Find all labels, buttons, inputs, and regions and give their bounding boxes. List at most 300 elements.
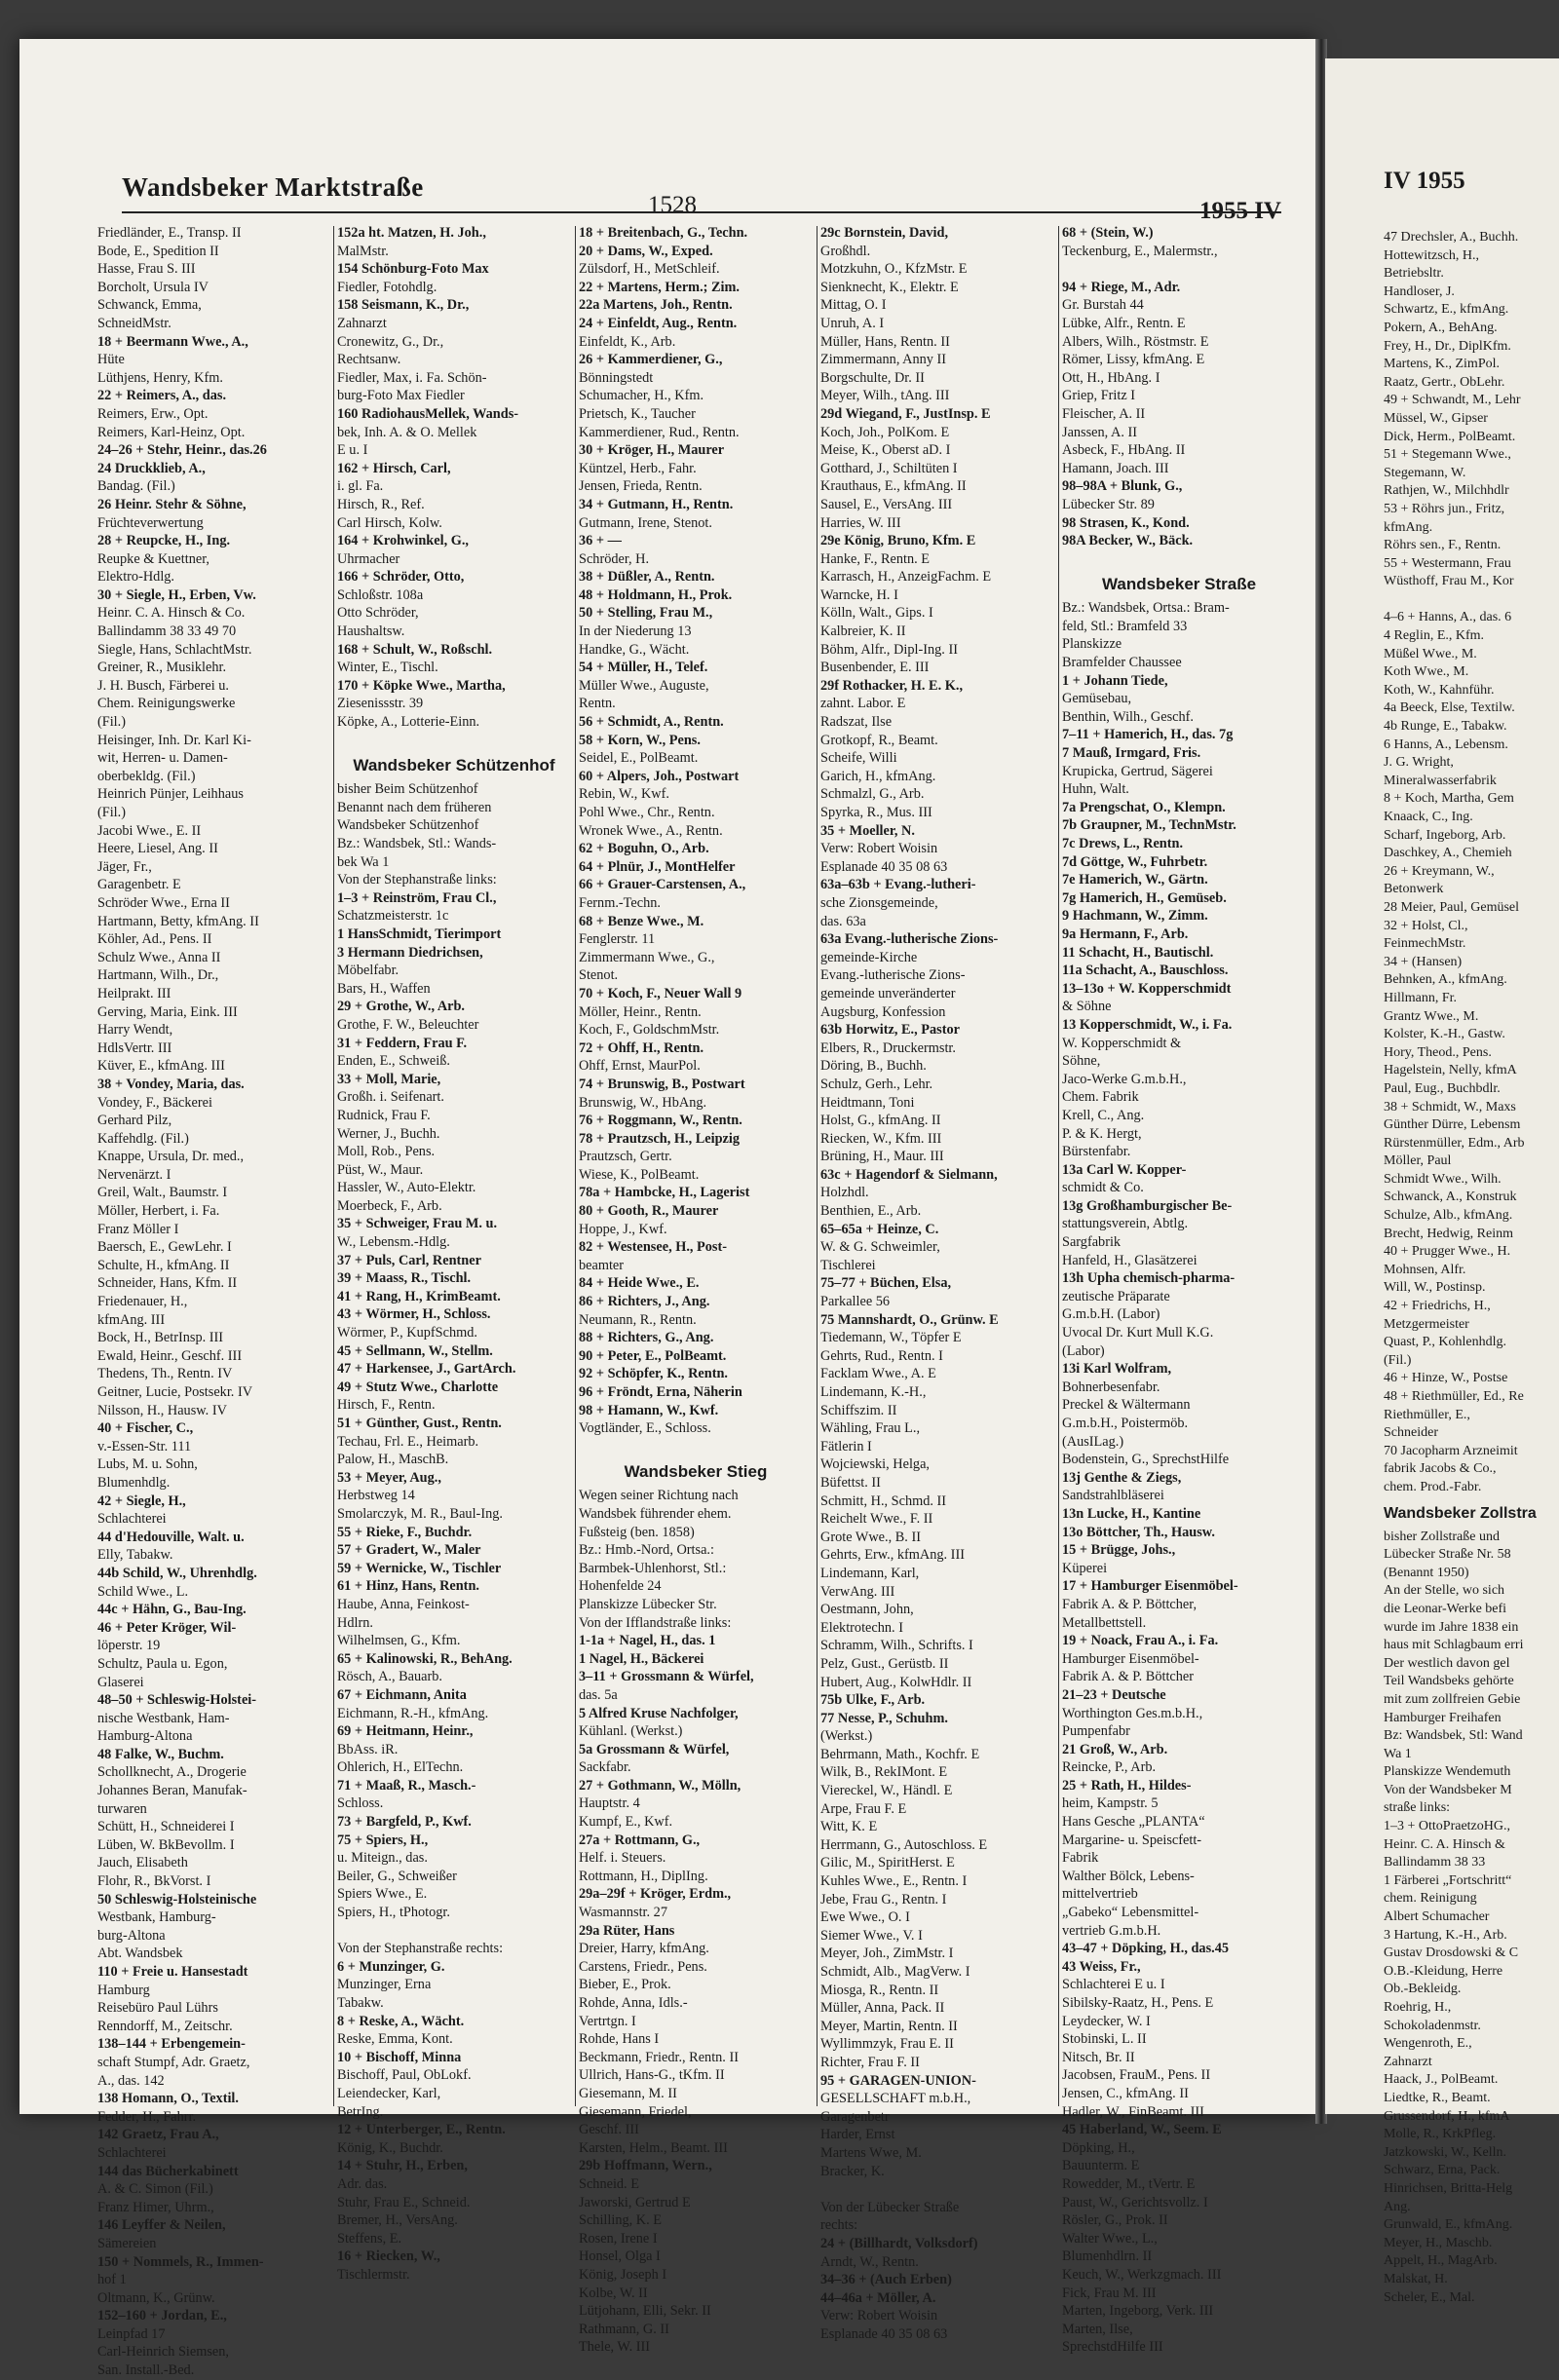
directory-entry-line: Carl-Heinrich Siemsen, [97, 2344, 229, 2361]
directory-entry-line: Bauunterm. E [1062, 2158, 1140, 2174]
directory-entry-line: Schumacher, H., Kfm. [579, 388, 704, 404]
directory-entry-line: Harry Wendt, [97, 1022, 173, 1039]
directory-entry-line: Flohr, R., BkVorst. I [97, 1873, 211, 1890]
directory-entry-line: 12 + Unterberger, E., Rentn. [337, 2122, 506, 2138]
directory-entry-line: 154 Schönburg-Foto Max [337, 261, 489, 278]
directory-entry-line: 71 + Maaß, R., Masch.- [337, 1777, 476, 1794]
directory-entry-line: Hadler, W., FinBeamt. III [1062, 2103, 1204, 2120]
directory-entry-line: Leydecker, W. I [1062, 2013, 1151, 2029]
directory-entry-line: Großhdl. [820, 243, 871, 259]
directory-entry-line: Zülsdorf, H., MetSchleif. [579, 261, 720, 278]
directory-entry-line: Schmitt, H., Schmd. II [820, 1492, 947, 1509]
directory-entry-line: Benthin, Wilh., Geschf. [1062, 708, 1194, 725]
directory-entry-line: 49 + Schwandt, M., Lehr [1384, 393, 1521, 408]
directory-entry-line: Bremer, H., VersAng. [337, 2212, 458, 2229]
directory-entry-line: 32 + Holst, Cl., [1384, 918, 1468, 933]
directory-entry-line: 26 + Kammerdiener, G., [579, 352, 723, 368]
directory-entry-line: Westbank, Hamburg- [97, 1909, 216, 1926]
directory-entry-line: 44b Schild, W., Uhrenhdlg. [97, 1565, 257, 1581]
directory-entry-line: Fabrik A. & P. Böttcher, [1062, 1596, 1198, 1612]
directory-entry-line: In der Niederung 13 [579, 623, 692, 640]
directory-entry-line: wurde im Jahre 1838 ein [1384, 1619, 1519, 1635]
directory-entry-line: Roehrig, H., [1384, 2000, 1452, 2015]
directory-entry-line: Grussendorf, H., kfmA [1384, 2108, 1510, 2124]
directory-entry-line: Bock, H., BetrInsp. III [97, 1330, 224, 1346]
directory-entry-line: Hottewitzsch, H., [1384, 247, 1479, 263]
directory-entry-line: Herrmann, G., Autoschloss. E [820, 1836, 988, 1853]
directory-entry-line: Bodenstein, G., SprechstHilfe [1062, 1452, 1230, 1468]
directory-entry-line: 35 + Moeller, N. [820, 822, 915, 839]
directory-entry-line: Garagenbetr. E [97, 877, 181, 893]
directory-entry-line: 29e König, Bruno, Kfm. E [820, 533, 976, 549]
directory-entry-line: turwaren [97, 1800, 147, 1817]
directory-entry-line: Reupke & Kuettner, [97, 550, 209, 567]
directory-entry-line: Fernm.-Techn. [579, 894, 661, 911]
directory-entry-line: Heilprakt. III [97, 985, 171, 1001]
directory-entry-line: 28 Meier, Paul, Gemüsel [1384, 899, 1520, 915]
directory-entry-line: Winter, E., Tischl. [337, 660, 438, 676]
directory-entry-line: Mohnsen, Alfr. [1384, 1262, 1466, 1277]
directory-entry-line: König, Joseph I [579, 2266, 667, 2283]
directory-entry-line: Evang.-lutherische Zions- [820, 967, 966, 984]
directory-entry-line: Ob.-Bekleidg. [1384, 1982, 1462, 1997]
directory-entry-line: 14 + Stuhr, H., Erben, [337, 2158, 468, 2174]
directory-entry-line: A. & C. Simon (Fil.) [97, 2181, 213, 2198]
directory-entry-line: Mineralwasserfabrik [1384, 773, 1497, 788]
directory-entry-line: 57 + Gradert, W., Maler [337, 1542, 481, 1559]
directory-entry-line: Hartmann, Betty, kfmAng. II [97, 913, 259, 929]
directory-entry-line: Schatzmeisterstr. 1c [337, 908, 449, 925]
directory-entry-line: An der Stelle, wo sich [1384, 1583, 1505, 1599]
directory-entry-line: Otto Schröder, [337, 605, 419, 622]
directory-entry-line: Garagenbetr [820, 2108, 890, 2125]
directory-entry-line: Rebin, W., Kwf. [579, 786, 669, 803]
directory-entry-line: 1 + Johann Tiede, [1062, 672, 1168, 689]
directory-entry-line: 29b Hoffmann, Wern., [579, 2158, 712, 2174]
directory-entry-line: Leiendecker, Karl, [337, 2085, 441, 2101]
directory-entry-line: Hubert, Aug., KolwHdlr. II [820, 1674, 972, 1690]
directory-column-1 [97, 224, 329, 2380]
directory-entry-line: Tischlerei [820, 1257, 876, 1273]
directory-entry-line: Giesemann, M. II [579, 2085, 677, 2101]
directory-entry-line: BbAss. iR. [337, 1741, 399, 1757]
directory-entry-line: sche Zionsgemeinde, [820, 894, 938, 911]
directory-entry-line: Pokern, A., BehAng. [1384, 320, 1498, 335]
directory-entry-line: 15 + Brügge, Johs., [1062, 1542, 1176, 1559]
directory-entry-line: Gemüsebau, [1062, 691, 1132, 707]
directory-entry-line: Schloßstr. 108a [337, 586, 424, 603]
directory-entry-line: Schwanck, Emma, [97, 297, 202, 314]
directory-entry-line: A., das. 142 [97, 2072, 165, 2089]
directory-entry-line: Wüsthoff, Frau M., Kor [1384, 574, 1514, 589]
directory-entry-line: 48–50 + Schleswig-Holstei- [97, 1692, 257, 1709]
directory-entry-line: 8 + Reske, A., Wächt. [337, 2013, 465, 2029]
directory-entry-line: gemeinde-Kirche [820, 949, 918, 965]
directory-entry-line: 3–11 + Grossmann & Würfel, [579, 1669, 754, 1685]
directory-entry-line: Greil, Walt., Baumstr. I [97, 1185, 228, 1201]
directory-entry-line: Schneider [1384, 1425, 1438, 1441]
directory-entry-line: 46 + Hinze, W., Postse [1384, 1371, 1508, 1386]
directory-entry-line: 152–160 + Jordan, E., [97, 2308, 227, 2324]
directory-entry-line: Reimers, Erw., Opt. [97, 405, 209, 422]
directory-entry-line: Knappe, Ursula, Dr. med., [97, 1149, 245, 1165]
directory-entry-line: Reichelt Wwe., F. II [820, 1511, 933, 1528]
directory-entry-line: G.m.b.H., Poistermöb. [1062, 1416, 1189, 1431]
directory-entry-line: Müller Wwe., Auguste, [579, 677, 709, 694]
directory-entry-line: Albers, Wilh., Röstmstr. E [1062, 333, 1209, 350]
directory-entry-line: Heidtmann, Toni [820, 1094, 915, 1111]
directory-entry-line: Fußsteig (ben. 1858) [579, 1524, 695, 1540]
directory-entry-line: Lübke, Alfr., Rentn. E [1062, 315, 1186, 331]
directory-entry-line: Hamburger Freihafen [1384, 1710, 1502, 1725]
directory-entry-line: 46 + Peter Kröger, Wil- [97, 1619, 237, 1636]
directory-entry-line: Chem. Fabrik [1062, 1089, 1139, 1106]
directory-entry-line: 60 + Alpers, Joh., Postwart [579, 768, 740, 784]
directory-entry-line: Ballindamm 38 33 49 70 [97, 623, 237, 640]
directory-entry-line: Bönningstedt [579, 369, 654, 386]
directory-entry-line: Kolster, K.-H., Gastw. [1384, 1027, 1505, 1042]
directory-entry-line: 41 + Rang, H., KrimBeamt. [337, 1288, 501, 1304]
directory-entry-line: Marten, Ingeborg, Verk. III [1062, 2303, 1214, 2320]
directory-entry-line: 7d Göttge, W., Fuhrbetr. [1062, 853, 1208, 870]
directory-entry-line: Zahnarzt [337, 315, 387, 331]
directory-entry-line: 64 + Plnür, J., MontHelfer [579, 858, 736, 875]
directory-entry-line: 16 + Riecken, W., [337, 2248, 440, 2265]
directory-entry-line: 65–65a + Heinze, C. [820, 1221, 939, 1237]
directory-entry-line: Bz.: Wandsbek, Ortsa.: Bram- [1062, 600, 1230, 617]
directory-column-5 [1062, 224, 1296, 2357]
directory-entry-line: Esplanade 40 35 08 63 [820, 2325, 948, 2342]
directory-entry-line: Möller, Paul [1384, 1153, 1452, 1169]
directory-entry-line: Greiner, R., Musiklehr. [97, 660, 227, 676]
directory-entry-line: Grantz Wwe., M. [1384, 1008, 1479, 1024]
directory-entry-line: Uhrmacher [337, 550, 400, 567]
directory-entry-line: 63a–63b + Evang.-lutheri- [820, 877, 976, 893]
directory-entry-line: Müßel Wwe., M. [1384, 646, 1477, 661]
directory-entry-line: Hamburg-Altona [97, 1728, 193, 1745]
directory-entry-line: wit, Herren- u. Damen- [97, 750, 228, 767]
directory-entry-line: HdlsVertr. III [97, 1039, 172, 1056]
directory-entry-line: i. gl. Fa. [337, 478, 384, 495]
directory-entry-line: 63c + Hagendorf & Sielmann, [820, 1166, 998, 1183]
directory-entry-line: Dick, Herm., PolBeamt. [1384, 429, 1516, 444]
directory-entry-line: Borgschulte, Dr. II [820, 369, 925, 386]
directory-entry-line: feld, Stl.: Bramfeld 33 [1062, 618, 1188, 634]
directory-entry-line: Reincke, P., Arb. [1062, 1759, 1157, 1776]
directory-entry-line: BetrIng. [337, 2103, 384, 2120]
directory-entry-line: Früchteverwertung [97, 514, 204, 531]
directory-entry-line: Wilk, B., RekIMont. E [820, 1764, 948, 1781]
directory-entry-line: Thedens, Th., Rentn. IV [97, 1366, 233, 1382]
directory-entry-line: 18 + Beermann Wwe., A., [97, 333, 248, 350]
directory-entry-line: 13n Lucke, H., Kantine [1062, 1505, 1201, 1522]
directory-entry-line: Walther Bölck, Lebens- [1062, 1868, 1195, 1884]
directory-entry-line: Elektro-Hdlg. [97, 569, 175, 586]
directory-entry-line: 7g Hamerich, H., Gemüseb. [1062, 889, 1227, 906]
directory-entry-line: burg-Foto Max Fiedler [337, 388, 465, 404]
directory-entry-line: Hartmann, Wilh., Dr., [97, 967, 219, 984]
directory-entry-line: Ohff, Ernst, MaurPol. [579, 1058, 701, 1075]
directory-entry-line: 69 + Heitmann, Heinr., [337, 1723, 474, 1740]
directory-entry-line: 24–26 + Stehr, Heinr., das.26 [97, 442, 267, 459]
directory-entry-line: Schmidt, Alb., MagVerw. I [820, 1964, 970, 1980]
directory-entry-line: Von der Stephanstraße links: [337, 872, 497, 888]
directory-entry-line: Söhne, [1062, 1053, 1101, 1070]
directory-entry-line: Tiedemann, W., Töpfer E [820, 1330, 962, 1346]
directory-entry-line: 98 + Hamann, W., Kwf. [579, 1402, 719, 1418]
directory-entry-line: Abt. Wandsbek [97, 1946, 183, 1962]
directory-entry-line: Gilic, M., SpiritHerst. E [820, 1855, 955, 1871]
directory-entry-line: 63a Evang.-lutherische Zions- [820, 931, 999, 948]
directory-entry-line: Hanke, F., Rentn. E [820, 550, 931, 567]
directory-entry-line: Gerving, Maria, Eink. III [97, 1003, 238, 1020]
directory-entry-line: Krauthaus, E., kfmAng. II [820, 478, 967, 495]
directory-entry-line: Krell, C., Ang. [1062, 1107, 1145, 1123]
directory-entry-line: Spiers Wwe., E. [337, 1886, 428, 1903]
directory-entry-line: 24 Druckklieb, A., [97, 460, 206, 476]
directory-entry-line: Lüben, W. BkBevollm. I [97, 1836, 235, 1853]
directory-entry-line: Harries, W. III [820, 514, 901, 531]
right-page-column [1384, 229, 1559, 2307]
directory-entry-line: Hillmann, Fr. [1384, 990, 1458, 1005]
directory-entry-line: Wasmannstr. 27 [579, 1905, 667, 1921]
directory-entry-line: straße links: [1384, 1800, 1451, 1816]
directory-entry-line: heim, Kampstr. 5 [1062, 1795, 1159, 1812]
directory-entry-line: die Leonar-Werke befi [1384, 1601, 1507, 1616]
directory-entry-line: Benthien, E., Arb. [820, 1203, 922, 1220]
directory-entry-line: 38 + Düßler, A., Rentn. [579, 569, 715, 586]
directory-entry-line: Steffens, E. [337, 2230, 402, 2247]
directory-entry-line: Ang. [1384, 2199, 1411, 2214]
directory-entry-line: Sargfabrik [1062, 1234, 1122, 1251]
directory-entry-line: 58 + Korn, W., Pens. [579, 732, 701, 748]
directory-entry-line: Lindemann, Karl, [820, 1565, 920, 1581]
directory-entry-line: Radszat, Ilse [820, 714, 893, 731]
directory-page-left [19, 39, 1315, 2379]
directory-entry-line: Reimers, Karl-Heinz, Opt. [97, 424, 246, 440]
directory-entry-line: VerwAng. III [820, 1583, 895, 1600]
directory-entry-line: 61 + Hinz, Hans, Rentn. [337, 1578, 479, 1595]
directory-entry-line: Fiedler, Max, i. Fa. Schön- [337, 369, 487, 386]
directory-entry-line: Geitner, Lucie, Postsekr. IV [97, 1384, 253, 1400]
directory-entry-line: Garich, H., kfmAng. [820, 768, 936, 784]
directory-entry-line: Lübecker Straße Nr. 58 [1384, 1547, 1511, 1563]
directory-entry-line: Adr. das. [337, 2175, 388, 2192]
directory-entry-line: Albert Schumacher [1384, 1909, 1490, 1925]
directory-entry-line: Unruh, A. I [820, 315, 885, 331]
directory-entry-line: 82 + Westensee, H., Post- [579, 1239, 728, 1256]
directory-entry-line: Betonwerk [1384, 882, 1444, 897]
column-divider [1058, 226, 1059, 2106]
directory-entry-line: Köhler, Ad., Pens. II [97, 931, 212, 948]
directory-entry-line: 94 + Riege, M., Adr. [1062, 279, 1181, 295]
directory-entry-line: Johannes Beran, Manufak- [97, 1783, 247, 1799]
directory-entry-line: Schlachterei E u. I [1062, 1977, 1165, 1993]
directory-entry-line: Hagelstein, Nelly, kfmA [1384, 1063, 1517, 1078]
directory-entry-line: 138–144 + Erbengemein- [97, 2036, 246, 2053]
directory-entry-line: Parkallee 56 [820, 1294, 891, 1310]
directory-entry-line: San. Install.-Bed. [97, 2362, 195, 2379]
directory-entry-line: 84 + Heide Wwe., E. [579, 1275, 700, 1292]
directory-entry-line: Koch, Joh., PolKom. E [820, 424, 950, 440]
directory-entry-line: FeinmechMstr. [1384, 936, 1466, 952]
right-page-header: IV 1955 [1384, 168, 1465, 194]
directory-entry-line: J. G. Wright, [1384, 755, 1454, 771]
directory-entry-line: Döpking, H., [1062, 2139, 1135, 2156]
directory-entry-line: Jauch, Elisabeth [97, 1855, 188, 1871]
directory-entry-line: Glaserei [97, 1674, 144, 1690]
directory-entry-line: Pumpenfabr [1062, 1723, 1130, 1740]
directory-entry-line: 98–98A + Blunk, G., [1062, 478, 1183, 495]
directory-entry-line: 29d Wiegand, F., JustInsp. E [820, 405, 991, 422]
directory-entry-line: Schütt, H., Schneiderei I [97, 1819, 235, 1835]
directory-entry-line: Thele, W. III [579, 2339, 651, 2356]
directory-entry-line: Elektrotechn. I [820, 1619, 903, 1636]
directory-entry-line: rechts: [820, 2217, 858, 2234]
directory-entry-line: Schulz Wwe., Anna II [97, 949, 221, 965]
directory-entry-line: Kalbreier, K. II [820, 623, 906, 640]
directory-entry-line: Schiffszim. II [820, 1402, 897, 1418]
directory-entry-line: 29a Rüter, Hans [579, 1922, 675, 1939]
directory-entry-line: Bohnerbesenfabr. [1062, 1379, 1160, 1395]
directory-entry-line: 43 Weiss, Fr., [1062, 1958, 1141, 1975]
directory-entry-line: Nilsson, H., Hausw. IV [97, 1402, 227, 1418]
directory-entry-line: Günther Dürre, Lebensm [1384, 1117, 1521, 1133]
street-section-heading: Wandsbeker Schützenhof [353, 756, 555, 775]
directory-entry-line: O.B.-Kleidung, Herre [1384, 1963, 1503, 1979]
directory-entry-line: J. H. Busch, Färberei u. [97, 677, 230, 694]
directory-entry-line: 3 Hermann Diedrichsen, [337, 944, 483, 961]
directory-entry-line: 70 + Koch, F., Neuer Wall 9 [579, 985, 742, 1001]
directory-entry-line: Einfeldt, K., Arb. [579, 333, 676, 350]
directory-entry-line: Quast, P., Kohlenhdlg. [1384, 1335, 1506, 1350]
directory-entry-line: Rohde, Anna, Idls.- [579, 1995, 688, 2011]
directory-entry-line: v.-Essen-Str. 111 [97, 1438, 192, 1454]
directory-entry-line: 73 + Bargfeld, P., Kwf. [337, 1814, 472, 1831]
directory-entry-line: Grote Wwe., B. II [820, 1529, 921, 1545]
directory-entry-line: das. 63a [820, 913, 866, 929]
directory-entry-line: zahnt. Labor. E [820, 696, 906, 712]
directory-entry-line: 70 Jacopharm Arzneimit [1384, 1443, 1518, 1458]
directory-entry-line: Renndorff, M., Zeitschr. [97, 2018, 233, 2034]
directory-entry-line: Busenbender, E. III [820, 660, 930, 676]
directory-entry-line: 18 + Breitenbach, G., Techn. [579, 225, 748, 241]
directory-entry-line: 51 + Stegemann Wwe., [1384, 447, 1511, 463]
directory-entry-line: Bieber, E., Prok. [579, 1977, 671, 1993]
directory-entry-line: Prietsch, K., Taucher [579, 405, 696, 422]
directory-entry-line: 44 d'Hedouville, Walt. u. [97, 1529, 245, 1545]
directory-entry-line: 36 + — [579, 533, 622, 549]
directory-entry-line: 34–36 + (Auch Erben) [820, 2272, 952, 2288]
directory-entry-line: Barmbek-Uhlenhorst, Stl.: [579, 1560, 727, 1576]
directory-entry-line: Viereckel, W., Händl. E [820, 1783, 953, 1799]
directory-entry-line: 38 + Vondey, Maria, das. [97, 1076, 245, 1092]
directory-entry-line: gemeinde unveränderter [820, 985, 956, 1001]
directory-entry-line: 138 Homann, O., Textil. [97, 2091, 239, 2107]
directory-entry-line: Grunwald, E., kfmAng. [1384, 2217, 1513, 2233]
directory-entry-line: Brecht, Hedwig, Reinm [1384, 1226, 1513, 1241]
directory-entry-line: Grotkopf, R., Beamt. [820, 732, 938, 748]
directory-entry-line: Schulz, Gerh., Lehr. [820, 1076, 933, 1092]
street-section-heading: Wandsbeker Stieg [624, 1462, 768, 1482]
directory-entry-line: Hanfeld, H., Glasätzerei [1062, 1252, 1198, 1268]
directory-entry-line: Friedländer, E., Transp. II [97, 225, 242, 241]
directory-entry-line: 98A Becker, W., Bäck. [1062, 533, 1194, 549]
directory-entry-line: 3 Hartung, K.-H., Arb. [1384, 1927, 1507, 1943]
directory-entry-line: Baersch, E., GewLehr. I [97, 1239, 232, 1256]
directory-entry-line: Fedder, H., Fahrr. [97, 2108, 197, 2125]
directory-entry-line: Püst, W., Maur. [337, 1161, 424, 1178]
directory-entry-line: Bars, H., Waffen [337, 980, 431, 997]
directory-entry-line: Meyer, Martin, Rentn. II [820, 2018, 958, 2034]
directory-entry-line: Hirsch, R., Ref. [337, 496, 425, 512]
directory-entry-line: Wilhelmsen, G., Kfm. [337, 1633, 461, 1649]
directory-entry-line: Giesemann, Friedel, [579, 2103, 692, 2120]
directory-entry-line: Asbeck, F., HbAng. II [1062, 442, 1186, 459]
directory-entry-line: Wengenroth, E., [1384, 2036, 1472, 2052]
directory-entry-line: Paul, Eug., Buchbdlr. [1384, 1080, 1501, 1096]
directory-entry-line: 22 + Reimers, A., das. [97, 388, 227, 404]
directory-entry-line: 142 Graetz, Frau A., [97, 2127, 219, 2143]
directory-entry-line: Schilling, K. E [579, 2212, 662, 2229]
directory-entry-line: 13h Upha chemisch-pharma- [1062, 1270, 1236, 1287]
directory-entry-line: Rösch, A., Bauarb. [337, 1669, 443, 1685]
directory-entry-line: 54 + Müller, H., Telef. [579, 660, 708, 676]
directory-entry-line: Müller, Hans, Rentn. II [820, 333, 950, 350]
directory-entry-line: 66 + Grauer-Carstensen, A., [579, 877, 746, 893]
directory-entry-line: chem. Prod.-Fabr. [1384, 1479, 1482, 1494]
directory-entry-line: Koth Wwe., M. [1384, 664, 1469, 680]
directory-entry-line: Schild Wwe., L. [97, 1583, 189, 1600]
directory-entry-line: kfmAng. III [97, 1311, 166, 1328]
directory-entry-line: Siemer Wwe., V. I [820, 1927, 923, 1944]
directory-entry-line: 168 + Schult, W., Roßschl. [337, 641, 493, 658]
directory-entry-line: Von der Stephanstraße rechts: [337, 1941, 504, 1957]
page-number: 1528 [648, 192, 697, 218]
directory-entry-line: 43–47 + Döpking, H., das.45 [1062, 1941, 1230, 1957]
directory-entry-line: 1 Nagel, H., Bäckerei [579, 1650, 704, 1667]
directory-entry-line: Döring, B., Buchh. [820, 1058, 927, 1075]
directory-entry-line: Jensen, Frieda, Rentn. [579, 478, 703, 495]
directory-entry-line: 26 + Kreymann, W., [1384, 863, 1495, 879]
directory-entry-line: Wegen seiner Richtung nach [579, 1488, 739, 1504]
directory-column-3 [579, 224, 813, 2357]
directory-entry-line: P. & K. Hergt, [1062, 1125, 1142, 1142]
directory-entry-line: 13 Kopperschmidt, W., i. Fa. [1062, 1016, 1233, 1033]
directory-entry-line: Marten, Ilse, [1062, 2321, 1133, 2337]
street-section-heading: Wandsbeker Zollstra [1384, 1504, 1537, 1522]
directory-entry-line: 98 Strasen, K., Kond. [1062, 514, 1190, 531]
directory-entry-line: 50 + Stelling, Frau M., [579, 605, 713, 622]
directory-entry-line: Hasse, Frau S. III [97, 261, 196, 278]
directory-entry-line: Fätlerin I [820, 1438, 872, 1454]
directory-entry-line: Bischoff, Paul, ObLokf. [337, 2067, 472, 2084]
directory-entry-line: Hans Gesche „PLANTA“ [1062, 1814, 1205, 1831]
directory-entry-line: kfmAng. [1384, 519, 1433, 535]
directory-entry-line: nische Westbank, Ham- [97, 1710, 230, 1726]
directory-entry-line: Wandsbeker Schützenhof [337, 817, 479, 834]
directory-entry-line: (Labor) [1062, 1342, 1105, 1359]
directory-entry-line: Sibilsky-Raatz, H., Pens. E [1062, 1995, 1214, 2011]
directory-entry-line: Rentn. [579, 696, 616, 712]
directory-entry-line: 1 HansSchmidt, Tierimport [337, 926, 502, 942]
directory-entry-line: Haushaltsw. [337, 623, 405, 640]
directory-entry-line: Oltmann, K., Grünw. [97, 2289, 215, 2306]
directory-entry-line: Jacobi Wwe., E. II [97, 822, 202, 839]
directory-entry-line: Heinrich Pünjer, Leihhaus [97, 786, 244, 803]
directory-entry-line: 158 Seismann, K., Dr., [337, 297, 470, 314]
directory-entry-line: Herbstweg 14 [337, 1488, 415, 1504]
